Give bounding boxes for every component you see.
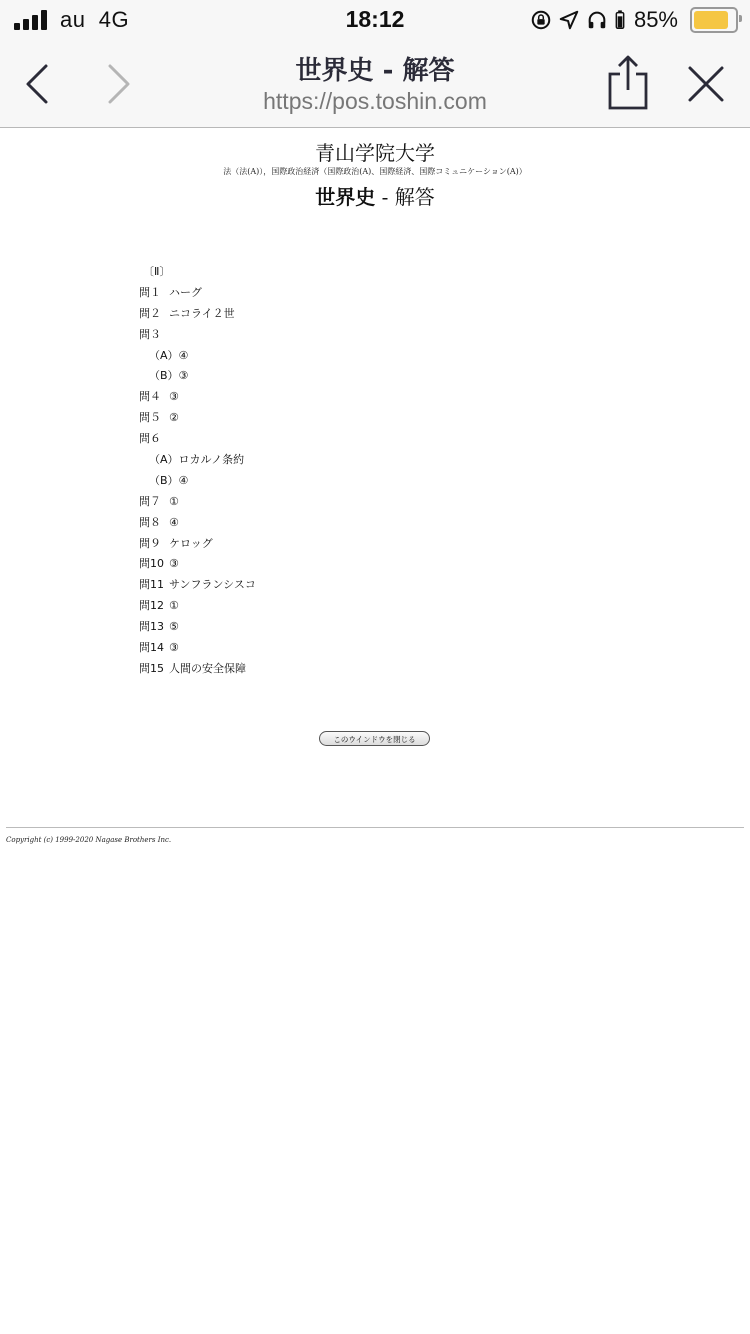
answer-text: ハーグ: [169, 285, 202, 299]
question-number: 問14: [139, 641, 164, 655]
battery-fill: [694, 11, 728, 29]
status-time: 18:12: [345, 6, 405, 32]
question-number: 問９: [139, 536, 161, 550]
question-number: 問７: [139, 494, 161, 508]
close-icon: [680, 58, 732, 110]
answer-row: [139, 659, 256, 680]
answer-text: ロカルノ条約: [178, 453, 245, 467]
question-number: 問15: [139, 661, 164, 675]
answer-row: [139, 554, 256, 575]
answer-row: [139, 429, 256, 450]
status-right-group: [530, 6, 738, 34]
location-arrow-icon: [558, 9, 580, 31]
answer-subrow: [139, 471, 256, 492]
question-number: 問５: [139, 411, 161, 425]
orientation-lock-icon: [530, 9, 552, 31]
answer-text: ③: [169, 390, 179, 404]
answer-text: 人間の安全保障: [169, 661, 246, 675]
answer-text: ③: [169, 641, 179, 655]
answer-subrow: [139, 366, 256, 387]
share-icon: [601, 54, 655, 112]
question-number: 問６: [139, 432, 161, 446]
answer-row: [139, 387, 256, 408]
battery-tip: [739, 15, 742, 22]
answer-text: サンフランシスコ: [169, 578, 256, 592]
question-number: 問８: [139, 515, 161, 529]
section-label: 〔Ⅱ〕: [143, 265, 171, 278]
answer-subrow: [139, 450, 256, 471]
headphones-icon: [586, 9, 608, 31]
answer-text: ケロッグ: [169, 536, 213, 550]
answer-row: [139, 513, 256, 534]
question-number: 問10: [139, 557, 164, 571]
answer-text: ニコライ２世: [169, 306, 235, 320]
answer-text: ③: [178, 369, 189, 383]
footer-divider: [6, 827, 744, 828]
answer-row: [139, 408, 256, 429]
share-button[interactable]: [601, 54, 655, 112]
question-number: 問12: [139, 599, 164, 613]
url-label[interactable]: https://pos.toshin.com: [263, 88, 487, 114]
answer-subrow: [139, 346, 256, 367]
subject-heading: [0, 181, 750, 210]
answer-text: ②: [169, 411, 179, 425]
answer-text: ④: [178, 473, 189, 487]
answer-row: [139, 575, 256, 596]
status-bar: [0, 0, 750, 40]
answer-list: [139, 262, 256, 680]
answer-row: [139, 617, 256, 638]
answer-text: ④: [169, 515, 179, 529]
question-number: 問２: [139, 306, 161, 320]
question-number: 問４: [139, 390, 161, 404]
close-window-button[interactable]: このウインドウを閉じる: [319, 731, 430, 746]
answer-row: [139, 638, 256, 659]
answer-row: [139, 283, 256, 304]
question-number: （B）: [149, 369, 179, 383]
university-name: 青山学院大学: [315, 141, 435, 165]
answer-row: [139, 492, 256, 513]
subject-suffix: - 解答: [375, 185, 435, 209]
question-number: 問３: [139, 327, 161, 341]
answer-text: ①: [169, 494, 179, 508]
answer-text: ①: [169, 599, 179, 613]
page-title: 世界史 - 解答: [295, 56, 455, 86]
subject-name: 世界史: [315, 185, 376, 209]
carrier-name: au: [60, 7, 86, 32]
answer-row: [139, 596, 256, 617]
question-number: 問13: [139, 620, 164, 634]
answer-text: ④: [178, 348, 189, 362]
question-number: （A）: [149, 348, 179, 362]
headphone-battery-icon: [614, 9, 626, 31]
battery-icon: [690, 7, 738, 33]
question-number: （B）: [149, 473, 179, 487]
browser-navbar: [0, 40, 750, 128]
answer-text: ③: [169, 557, 179, 571]
battery-percent: 85%: [633, 7, 678, 32]
network-type: 4G: [98, 7, 130, 32]
answer-text: ⑤: [169, 620, 179, 634]
close-tab-button[interactable]: [680, 58, 732, 110]
question-number: 問１: [139, 285, 161, 299]
copyright-notice: Copyright (c) 1999-2020 Nagase Brothers Inc.: [6, 836, 172, 844]
question-number: 問11: [139, 578, 164, 592]
answer-row: [139, 534, 256, 555]
faculty-list: 法（法(A)），国際政治経済（国際政治(A)、国際経済、国際コミュニケーション(A)）: [223, 167, 527, 176]
question-number: （A）: [149, 453, 179, 467]
answer-row: [139, 304, 256, 325]
answer-row: [139, 325, 256, 346]
